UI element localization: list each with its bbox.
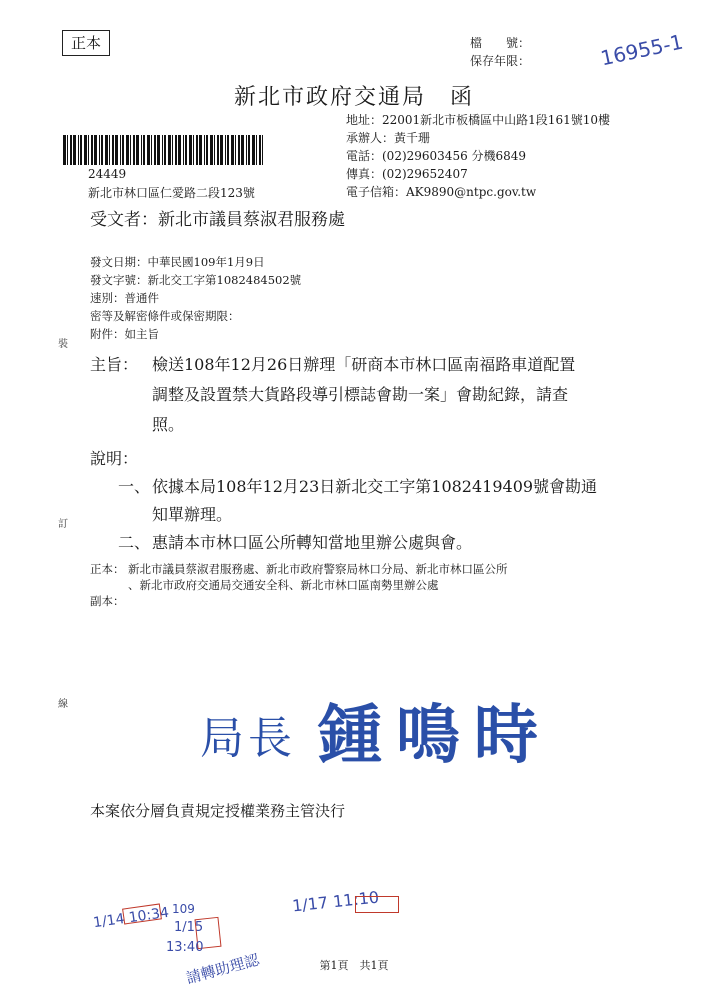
attachment: 附件：如主旨 [90, 327, 159, 341]
original-recipients-line: 、新北市政府交通局交通安全科、新北市林口區南勢里辦公處 [128, 578, 439, 592]
director-stamp [200, 680, 580, 780]
sender-address: 地址：22001新北市板橋區中山路1段161號10樓 [346, 113, 610, 127]
file-number-label: 檔 號： [470, 36, 531, 50]
delivery-speed: 速別：普通件 [90, 291, 159, 305]
subject-line: 調整及設置禁大貨路段導引標誌會勘一案」會勘紀錄，請查 [152, 385, 569, 404]
handler: 承辦人：黃千珊 [346, 131, 431, 145]
description-label: 說明： [90, 449, 139, 468]
handwritten-note: 1/15 [174, 920, 204, 935]
authorization-note: 本案依分層負責規定授權業務主管決行 [90, 802, 346, 820]
subject-label: 主旨： [90, 355, 139, 374]
original-recipients-line: 新北市議員蔡淑君服務處、新北市政府警察局林口分局、新北市林口區公所 [128, 562, 508, 576]
stamp-title: 局長 [200, 713, 296, 764]
approval-seal [355, 896, 399, 913]
page-number: 第1頁 共1頁 [319, 959, 389, 972]
subject-line: 照。 [152, 415, 185, 434]
recipient: 受文者：新北市議員蔡淑君服務處 [90, 210, 345, 230]
document-number: 發文字號：新北交工字第1082484502號 [90, 273, 302, 287]
recipient-address: 新北市林口區仁愛路二段123號 [88, 186, 255, 200]
document-title: 新北市政府交通局 函 [233, 85, 474, 110]
recipient-zip: 24449 [88, 167, 127, 181]
original-recipients-label: 正本： [90, 562, 125, 576]
item-line: 依據本局108年12月23日新北交工字第1082419409號會勘通 [152, 477, 598, 496]
handwritten-instruction: 請轉助理認 [184, 950, 262, 988]
item-line: 惠請本市林口區公所轉知當地里辦公處與會。 [152, 533, 473, 552]
handwritten-note: 13:40 [166, 940, 204, 955]
stamp-name: 鍾鳴時 [318, 698, 552, 773]
handwritten-approval-time: 1/17 11:10 [291, 887, 380, 916]
copy-label-box: 正本 [62, 30, 110, 56]
item-number: 二、 [118, 533, 151, 552]
binding-mark: 線 [58, 699, 68, 710]
subject-line: 檢送108年12月26日辦理「研商本市林口區南福路車道配置 [152, 355, 576, 374]
binding-mark: 訂 [58, 519, 68, 530]
retention-label: 保存年限： [470, 54, 531, 68]
fax: 傳真：(02)29652407 [346, 167, 468, 181]
handwritten-received-time: 1/14 10:34 [92, 904, 170, 932]
item-number: 一、 [118, 477, 151, 496]
issue-date: 發文日期：中華民國109年1月9日 [90, 255, 265, 269]
phone: 電話：(02)29603456 分機6849 [346, 149, 527, 163]
handwritten-file-number: 16955-1 [598, 29, 686, 71]
copy-recipients-label: 副本： [90, 594, 125, 608]
email: 電子信箱：AK9890@ntpc.gov.tw [346, 185, 537, 199]
item-line: 知單辦理。 [152, 505, 233, 524]
secrecy-level: 密等及解密條件或保密期限： [90, 309, 240, 323]
barcode [63, 135, 263, 165]
handwritten-note: 109 [172, 902, 195, 916]
binding-mark: 裝 [58, 339, 68, 350]
